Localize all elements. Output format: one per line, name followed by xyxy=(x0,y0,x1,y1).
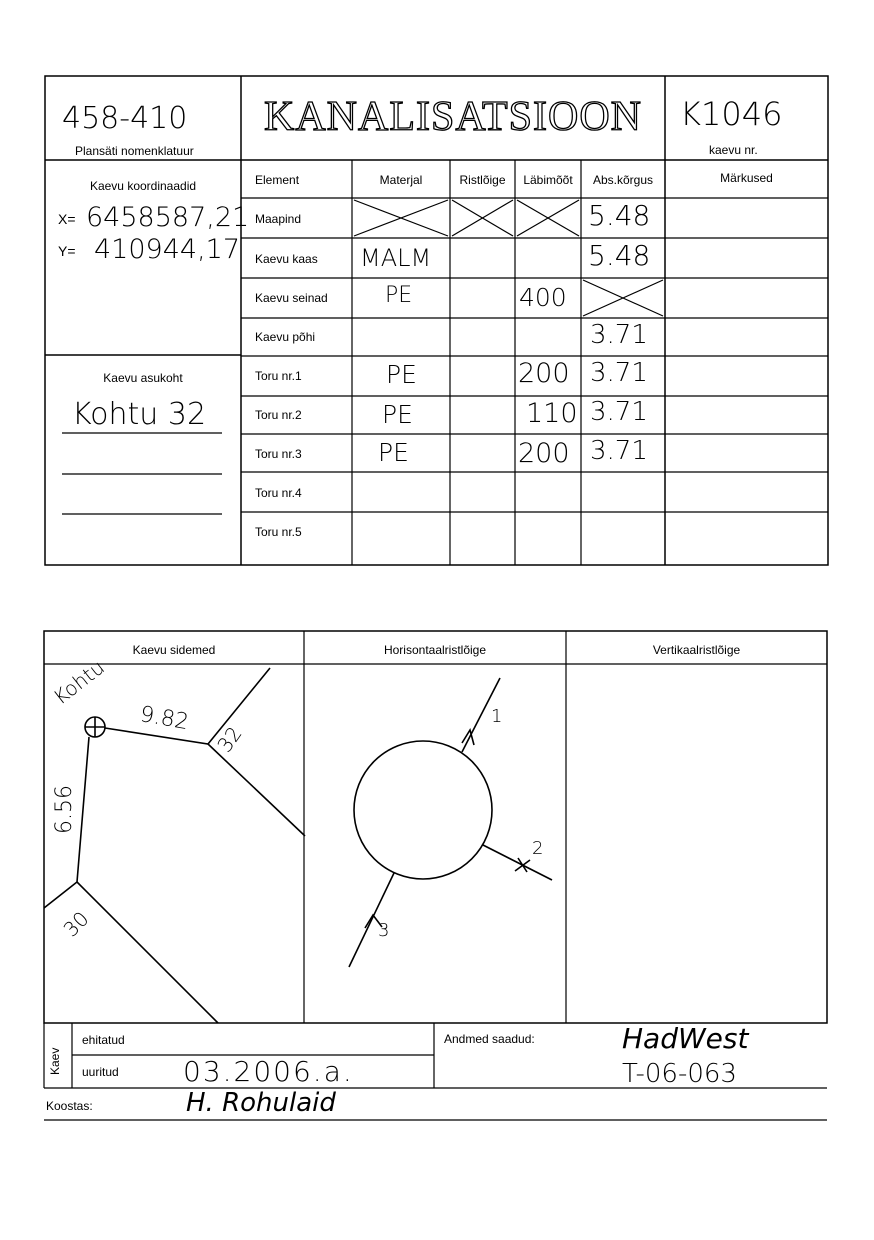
pipe-2-label: 2 xyxy=(532,838,544,859)
row-height: 3.71 xyxy=(590,320,648,350)
data-source-label: Andmed saadud: xyxy=(444,1032,535,1046)
row-element: Toru nr.5 xyxy=(255,525,302,539)
row-material: PE xyxy=(382,400,413,429)
tie-distance-top: 9.82 xyxy=(138,702,191,736)
data-source-value: HadWest xyxy=(622,1022,749,1055)
surveyed-date-value: 03.2006.a. xyxy=(183,1055,354,1088)
nomenclature-value: 458-410 xyxy=(62,101,188,136)
compiled-by-value: H. Rohulaid xyxy=(186,1088,336,1118)
row-element: Kaevu kaas xyxy=(255,252,318,266)
x-coordinate-value: 6458587,21 xyxy=(86,202,250,233)
row-material: MALM xyxy=(360,244,432,272)
row-material: PE xyxy=(378,438,409,467)
row-diameter: 400 xyxy=(519,283,567,312)
col-header-material: Materjal xyxy=(379,173,423,187)
vertical-section-label: Vertikaalristlõige xyxy=(652,643,741,657)
row-height: 3.71 xyxy=(590,436,648,466)
col-header-element: Element xyxy=(255,173,300,187)
col-header-diameter: Läbimõõt xyxy=(523,173,573,187)
col-header-notes: Märkused xyxy=(720,171,773,185)
well-number-label: kaevu nr. xyxy=(709,143,758,157)
surveyed-label: uuritud xyxy=(82,1065,119,1079)
location-value: Kohtu 32 xyxy=(72,397,207,432)
page-title: KANALISATSIOON xyxy=(264,94,642,140)
location-label: Kaevu asukoht xyxy=(103,371,183,385)
row-element: Kaevu seinad xyxy=(255,291,328,305)
data-reference-value: T-06-063 xyxy=(622,1059,737,1089)
nomenclature-label: Plansäti nomenklatuur xyxy=(75,144,194,158)
ties-label: Kaevu sidemed xyxy=(132,643,216,657)
row-diameter: 200 xyxy=(518,438,570,469)
pipe-1-label: 1 xyxy=(491,706,503,727)
pipe-3-label: 3 xyxy=(378,920,390,941)
row-element: Maapind xyxy=(255,212,302,226)
built-label: ehitatud xyxy=(82,1033,125,1047)
well-side-label: Kaev xyxy=(48,1047,62,1075)
row-height: 5.48 xyxy=(588,239,651,272)
col-header-abs-height: Abs.kõrgus xyxy=(592,173,654,187)
row-element: Toru nr.1 xyxy=(255,369,302,383)
row-element: Kaevu põhi xyxy=(255,330,316,344)
tie-street-label: Kohtu xyxy=(48,654,109,710)
horizontal-section-label: Horisontaalristlõige xyxy=(383,643,487,657)
coordinates-label: Kaevu koordinaadid xyxy=(89,179,197,193)
x-prefix: X= xyxy=(58,211,76,227)
row-material: PE xyxy=(386,360,417,389)
row-diameter: 110 xyxy=(526,398,578,429)
y-prefix: Y= xyxy=(58,243,76,259)
row-height: 3.71 xyxy=(590,397,648,427)
row-height: 5.48 xyxy=(588,199,651,232)
row-element: Toru nr.3 xyxy=(255,447,302,461)
tie-house-30: 30 xyxy=(58,906,94,942)
tie-house-32: 32 xyxy=(212,722,247,757)
row-element: Toru nr.4 xyxy=(255,486,302,500)
row-element: Toru nr.2 xyxy=(255,408,302,422)
y-coordinate-value: 410944,17 xyxy=(94,234,241,265)
row-height: 3.71 xyxy=(590,358,648,388)
row-material: PE xyxy=(385,283,413,308)
tie-distance-left: 6.56 xyxy=(52,785,77,834)
compiled-by-label: Koostas: xyxy=(46,1099,93,1113)
row-diameter: 200 xyxy=(518,358,570,389)
col-header-cross-section: Ristlõige xyxy=(459,173,506,187)
well-number-value: K1046 xyxy=(680,95,783,133)
